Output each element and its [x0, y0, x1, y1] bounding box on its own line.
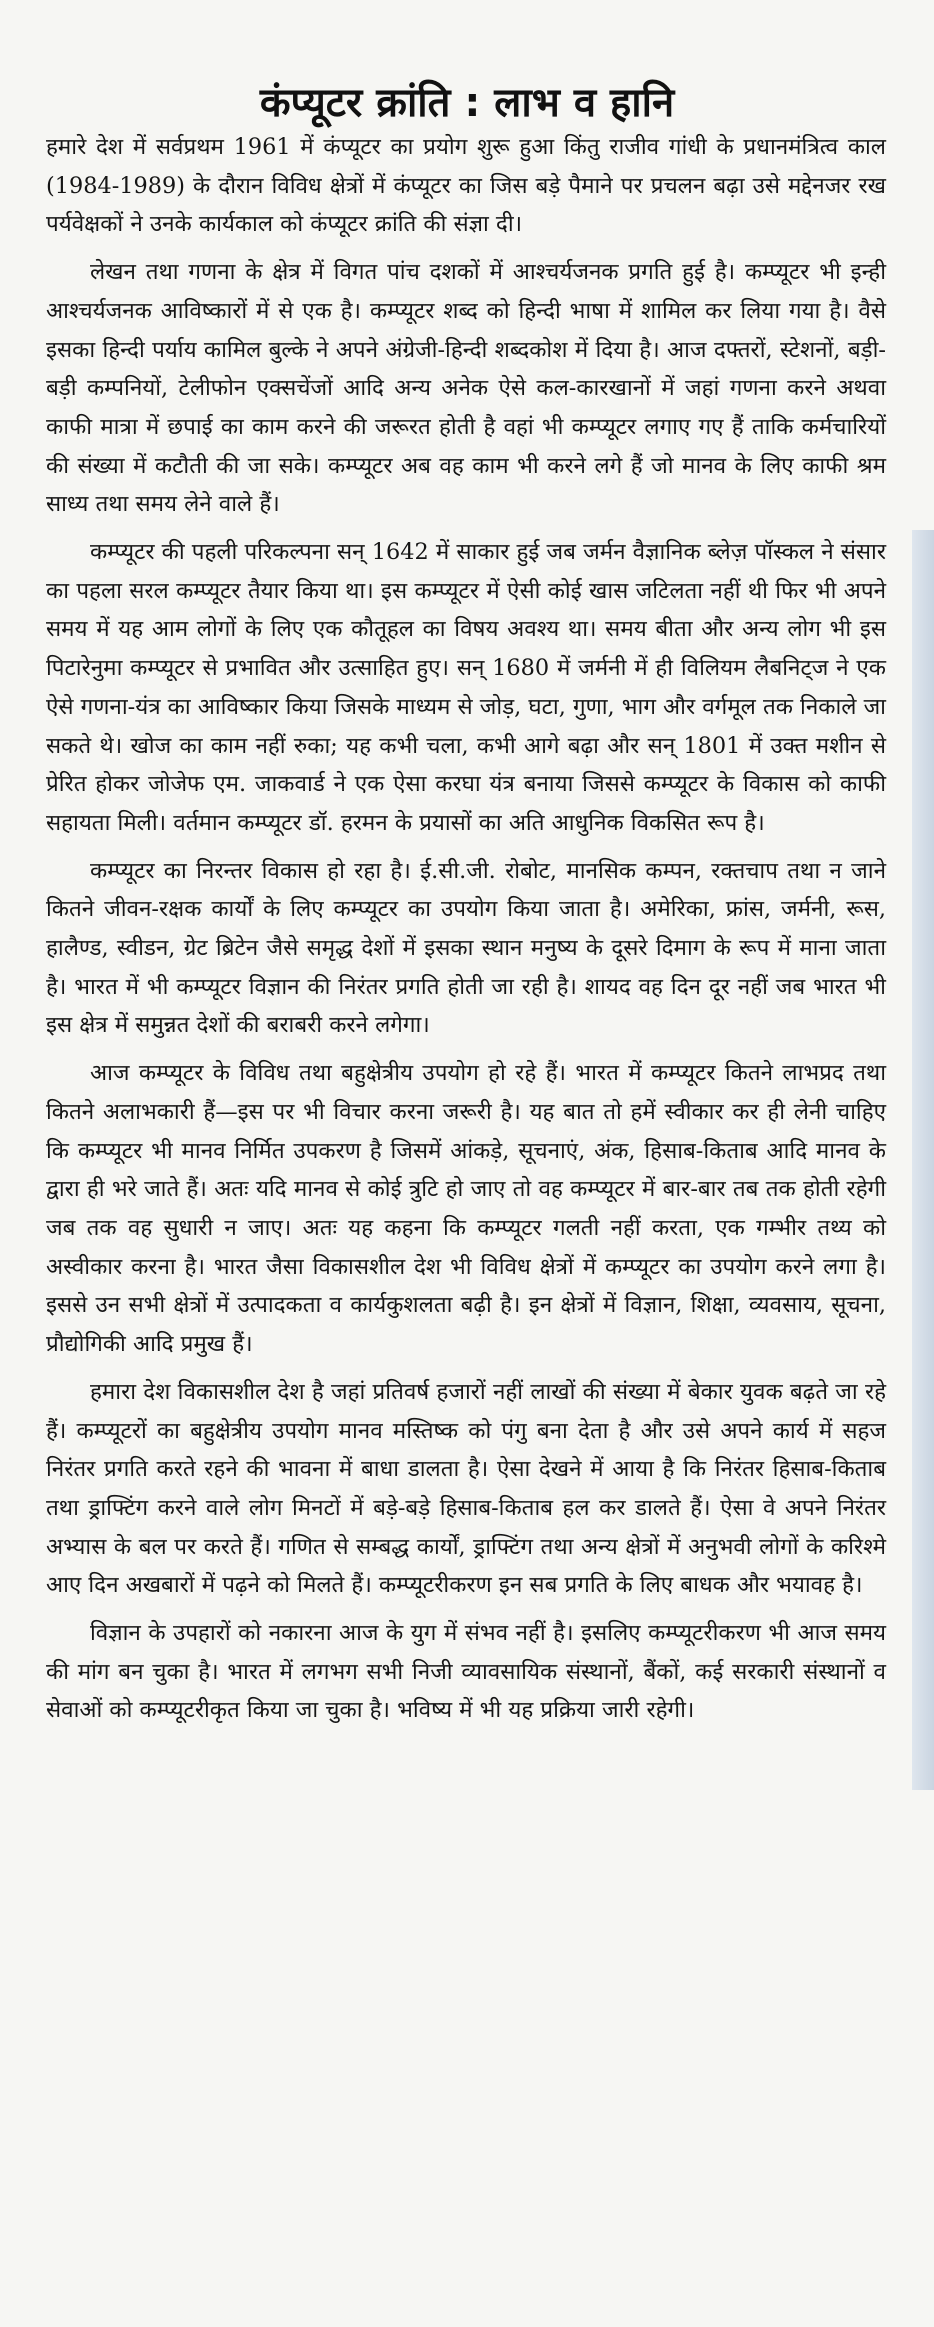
page-edge-shadow: [912, 530, 934, 1790]
page-title: कंप्यूटर क्रांति : लाभ व हानि: [259, 79, 675, 126]
paragraph-uses: आज कम्प्यूटर के विविध तथा बहुक्षेत्रीय उपयोग हो रहे हैं। भारत में कम्प्यूटर कितने लाभप्रद तथा कितने अलाभकारी हैं—इस पर भी विचार करना जरूरी है। यह बात तो हमें स्वीकार कर ही लेनी चाहिए कि कम्प्यूटर भी मानव निर्मित उपकरण है जिसमें आंकड़े, सूचनाएं, अंक, हिसाब-किताब आदि मानव के द्वारा ही भरे जाते हैं। अतः यदि मानव से कोई त्रुटि हो जाए तो वह कम्प्यूटर में बार-बार तब तक होती रहेगी जब तक वह सुधारी न जाए। अतः यह कहना कि कम्प्यूटर गलती नहीं करता, एक गम्भीर तथ्य को अस्वीकार करना है। भारत जैसा विकासशील देश भी विविध क्षेत्रों में कम्प्यूटर का उपयोग करने लगा है। इससे उन सभी क्षेत्रों में उत्पादकता व कार्यकुशलता बढ़ी है। इन क्षेत्रों में विज्ञान, शिक्षा, व्यवसाय, सूचना, प्रौद्योगिकी आदि प्रमुख हैं।: [46, 1060, 886, 1358]
paragraph-development: कम्प्यूटर का निरन्तर विकास हो रहा है। ई.सी.जी. रोबोट, मानसिक कम्पन, रक्तचाप तथा न जाने कितने जीवन-रक्षक कार्यों के लिए कम्प्यूटर का उपयोग किया जाता है। अमेरिका, फ्रांस, जर्मनी, रूस, हालैण्ड, स्वीडन, ग्रेट ब्रिटेन जैसे समृद्ध देशों में इसका स्थान मनुष्य के दूसरे दिमाग के रूप में माना जाता है। भारत में भी कम्प्यूटर विज्ञान की निरंतर प्रगति होती जा रही है। शायद वह दिन दूर नहीं जब भारत भी इस क्षेत्र में समुन्नत देशों की बराबरी करने लगेगा।: [46, 857, 886, 1039]
paragraph-disadvantages: हमारा देश विकासशील देश है जहां प्रतिवर्ष हजारों नहीं लाखों की संख्या में बेकार युवक बढ़ते जा रहे हैं। कम्प्यूटरों का बहुक्षेत्रीय उपयोग मानव मस्तिष्क को पंगु बना देता है और उसे अपने कार्य में सहज निरंतर प्रगति करते रहने की भावना में बाधा डालता है। ऐसा देखने में आया है कि निरंतर हिसाब-किताब तथा ड्राफ्टिंग करने वाले लोग मिनटों में बड़े-बड़े हिसाब-किताब हल कर डालते हैं। ऐसा वे अपने निरंतर अभ्यास के बल पर करते हैं। गणित से सम्बद्ध कार्यों, ड्राफ्टिंग तथा अन्य क्षेत्रों में अनुभवी लोगों के करिश्मे आए दिन अखबारों में पढ़ने को मिलते हैं। कम्प्यूटरीकरण इन सब प्रगति के लिए बाधक और भयावह है।: [46, 1378, 886, 1599]
paragraph-intro: हमारे देश में सर्वप्रथम 1961 में कंप्यूटर का प्रयोग शुरू हुआ किंतु राजीव गांधी के प्रधानमंत्रित्व काल (1984-1989) के दौरान विविध क्षेत्रों में कंप्यूटर का जिस बड़े पैमाने पर प्रचलन बढ़ा उसे मद्देनजर रख पर्यवेक्षकों ने उनके कार्यकाल को कंप्यूटर क्रांति की संज्ञा दी।: [46, 134, 886, 238]
essay-body: [46, 128, 886, 1739]
paragraph-writing-calculation: लेखन तथा गणना के क्षेत्र में विगत पांच दशकों में आश्चर्यजनक प्रगति हुई है। कम्प्यूटर भी इन्ही आश्चर्यजनक आविष्कारों में से एक है। कम्प्यूटर शब्द को हिन्दी भाषा में शामिल कर लिया गया है। वैसे इसका हिन्दी पर्याय कामिल बुल्के ने अपने अंग्रेजी-हिन्दी शब्दकोश में दिया है। आज दफ्तरों, स्टेशनों, बड़ी-बड़ी कम्पनियों, टेलीफोन एक्सचेंजों आदि अन्य अनेक ऐसे कल-कारखानों में जहां गणना करने अथवा काफी मात्रा में छपाई का काम करने की जरूरत होती है वहां भी कम्प्यूटर लगाए गए हैं ताकि कर्मचारियों की संख्या में कटौती की जा सके। कम्प्यूटर अब वह काम भी करने लगे हैं जो मानव के लिए काफी श्रम साध्य तथा समय लेने वाले हैं।: [46, 259, 886, 518]
paragraph-history: कम्प्यूटर की पहली परिकल्पना सन् 1642 में साकार हुई जब जर्मन वैज्ञानिक ब्लेज़ पॉस्कल ने संसार का पहला सरल कम्प्यूटर तैयार किया था। इस कम्प्यूटर में ऐसी कोई खास जटिलता नहीं थी फिर भी अपने समय में यह आम लोगों के लिए एक कौतूहल का विषय अवश्य था। समय बीता और अन्य लोग भी इस पिटारेनुमा कम्प्यूटर से प्रभावित और उत्साहित हुए। सन् 1680 में जर्मनी में ही विलियम लैबनिट्ज ने एक ऐसे गणना-यंत्र का आविष्कार किया जिसके माध्यम से जोड़, घटा, गुणा, भाग और वर्गमूल तक निकाले जा सकते थे। खोज का काम नहीं रुका; यह कभी चला, कभी आगे बढ़ा और सन् 1801 में उक्त मशीन से प्रेरित होकर जोजेफ एम. जाकवार्ड ने एक ऐसा करघा यंत्र बनाया जिससे कम्प्यूटर के विकास को काफी सहायता मिली। वर्तमान कम्प्यूटर डॉ. हरमन के प्रयासों का अति आधुनिक विकसित रूप है।: [46, 539, 886, 836]
paragraph-conclusion: विज्ञान के उपहारों को नकारना आज के युग में संभव नहीं है। इसलिए कम्प्यूटरीकरण भी आज समय की मांग बन चुका है। भारत में लगभग सभी निजी व्यावसायिक संस्थानों, बैंकों, कई सरकारी संस्थानों व सेवाओं को कम्प्यूटरीकृत किया जा चुका है। भविष्य में भी यह प्रक्रिया जारी रहेगी।: [46, 1620, 886, 1724]
